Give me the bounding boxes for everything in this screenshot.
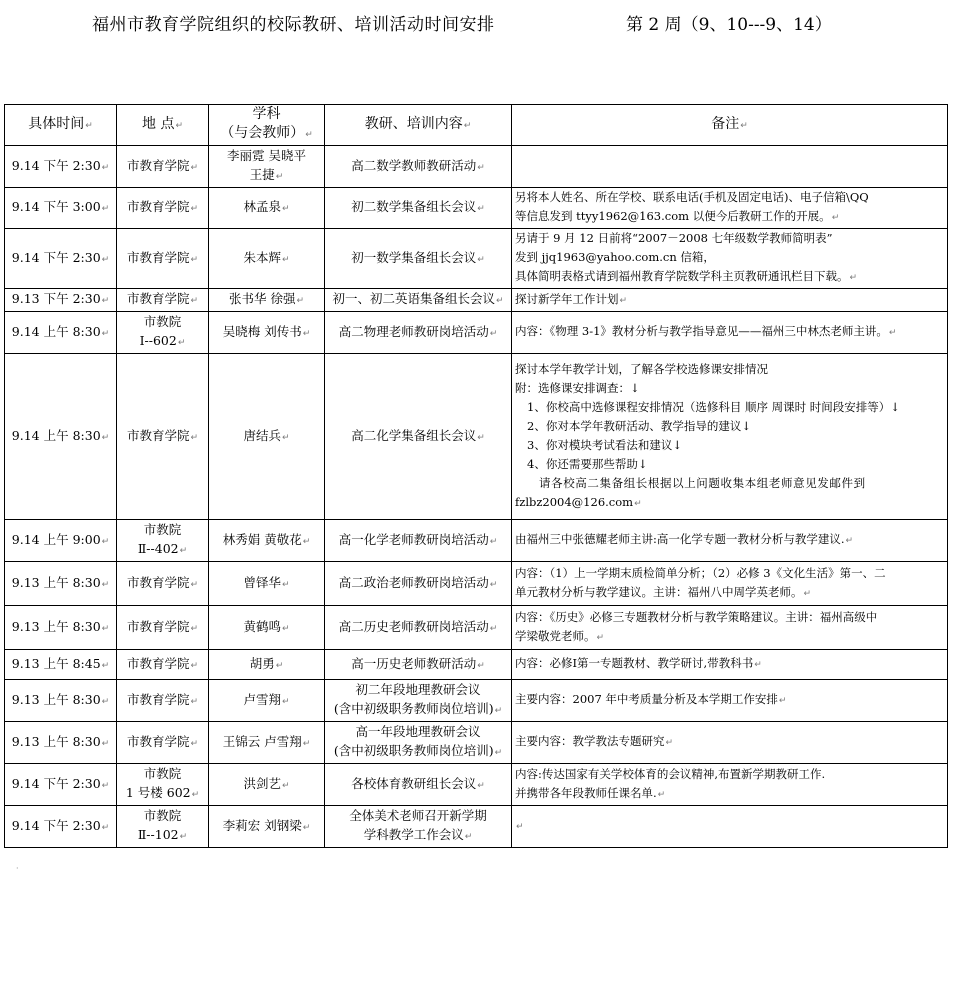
cell-teachers: 朱本辉↵	[209, 229, 325, 289]
table-row	[5, 806, 948, 848]
cell-text: 9.13 上午 8:30	[11, 691, 101, 707]
cell-time: 9.14 上午 8:30↵	[5, 354, 117, 520]
cell-notes: 内容：（1）上一学期末质检简单分析；（2）必修 3《文化生活》第一、二 单元教材分析与教学建议。主讲：福州八中周学英老师。↵	[512, 562, 948, 606]
cell-text: 市教育学院	[126, 291, 190, 306]
cell-text: 内容：《历史》必修三专题教材分析与教学策略建议。主讲：福州高级中	[515, 609, 878, 624]
table-row	[5, 764, 948, 806]
cell-text: 9.14 下午 3:00	[11, 199, 101, 214]
cell-time: 9.13 上午 8:30↵	[5, 606, 117, 650]
cell-text: 9.14 下午 2:30	[11, 817, 101, 833]
cell-time: 9.13 上午 8:30↵	[5, 562, 117, 606]
cell-text: 9.13 上午 8:30	[11, 733, 101, 749]
cell-time: 9.13 上午 8:30↵	[5, 722, 117, 764]
header-place: 地 点↵	[117, 105, 209, 146]
header-content: 教研、培训内容↵	[325, 105, 512, 146]
cell-time: 9.14 上午 8:30↵	[5, 312, 117, 354]
cell-text: 高一历史老师教研活动	[351, 655, 477, 671]
cell-text: 3、你对模块考试看法和建议↓	[527, 437, 682, 452]
cell-text: 初二数学集备组长会议	[351, 199, 477, 214]
cell-text: 并携带各年段教师任课名单.	[515, 785, 657, 800]
cell-text: 1、你校高中选修课程安排情况（选修科目 顺序 周课时 时间段安排等）↓	[527, 399, 900, 414]
cell-content: 各校体育教研组长会议↵	[325, 764, 512, 806]
cell-text: 高一化学老师教研岗培活动	[338, 531, 489, 547]
cell-content: 高二化学集备组长会议↵	[325, 354, 512, 520]
header-time: 具体时间↵	[5, 105, 117, 146]
schedule-body	[5, 146, 948, 848]
cell-text: 内容：必修Ⅰ第一专题教材、教学研讨,带教科书	[515, 656, 754, 670]
cell-notes: 由福州三中张德耀老师主讲:高一化学专题一教材分析与教学建议.↵	[512, 520, 948, 562]
cell-text: 市教育学院	[126, 199, 190, 214]
table-row	[5, 520, 948, 562]
cell-text: 高二物理老师教研岗培活动	[338, 323, 489, 339]
cell-notes: 另将本人姓名、所在学校、联系电话(手机及固定电话)、电子信箱\QQ 等信息发到 ttyy1962@163.com 以便今后教研工作的开展。↵	[512, 188, 948, 229]
schedule-table	[4, 104, 948, 848]
cell-content: 高一化学老师教研岗培活动↵	[325, 520, 512, 562]
cell-notes: 内容：《物理 3-1》教材分析与教学指导意见——福州三中林杰老师主讲。↵	[512, 312, 948, 354]
cell-text: 2、你对本学年教研活动、教学指导的建议↓	[527, 418, 751, 433]
cell-teachers: 李莉宏 刘钢梁↵	[209, 806, 325, 848]
cell-text: 张书华 徐强	[228, 291, 296, 306]
cell-text: Ⅱ--102	[137, 827, 179, 842]
cell-text: 9.14 下午 2:30	[11, 775, 101, 791]
cell-text: 9.13 上午 8:30	[11, 618, 101, 634]
cell-text: 林秀娟 黄敬花	[222, 531, 302, 547]
week-label: 第 2 周（9、10---9、14）	[626, 15, 832, 35]
cell-place: 市教育学院↵	[117, 289, 209, 312]
cell-text: 9.14 下午 2:30	[11, 249, 101, 265]
cell-text: 市教院	[143, 766, 182, 781]
cell-text: 具体简明表格式请到福州教育学院数学科主页教研通讯栏目下载。	[515, 269, 849, 283]
cell-content: 高二政治老师教研岗培活动↵	[325, 562, 512, 606]
cell-time: 9.13 下午 2:30↵	[5, 289, 117, 312]
cell-teachers: 曾铎华↵	[209, 562, 325, 606]
cell-text: 李莉宏 刘钢梁	[222, 817, 302, 833]
cell-text: 内容：《物理 3-1》教材分析与教学指导意见——福州三中林杰老师主讲。	[515, 324, 888, 338]
cell-notes: 内容:传达国家有关学校体育的会议精神,布置新学期教研工作. 并携带各年段教师任课名单.↵	[512, 764, 948, 806]
cell-text: 9.13 下午 2:30	[11, 291, 101, 306]
table-row	[5, 650, 948, 680]
cell-place: 市教育学院↵	[117, 606, 209, 650]
cell-text: 李丽霓 吴晓平	[227, 148, 306, 163]
cell-teachers: 吴晓梅 刘传书↵	[209, 312, 325, 354]
cell-place: 市教育学院↵	[117, 562, 209, 606]
cell-place: 市教育学院↵	[117, 146, 209, 188]
cell-notes: 内容：《历史》必修三专题教材分析与教学策略建议。主讲：福州高级中 学梁敬党老师。↵	[512, 606, 948, 650]
cell-content: 初一数学集备组长会议↵	[325, 229, 512, 289]
cell-place: 市教育学院↵	[117, 229, 209, 289]
cell-content: 初二年段地理教研会议 (含中初级职务教师岗位培训)↵	[325, 680, 512, 722]
cell-text: 等信息发到 ttyy1962@163.com 以便今后教研工作的开展。	[515, 209, 831, 223]
document-title: 福州市教育学院组织的校际教研、培训活动时间安排	[92, 15, 495, 35]
cell-content: 初二数学集备组长会议↵	[325, 188, 512, 229]
cell-notes: 另请于 9 月 12 日前将“2007－2008 七年级数学教师简明表” 发到 jjq1963@yahoo.com.cn 信箱， 具体简明表格式请到福州教育学院数学科主页教研通讯栏目下载。↵	[512, 229, 948, 289]
cell-teachers: 洪剑艺↵	[209, 764, 325, 806]
table-row	[5, 188, 948, 229]
cell-text: 高二历史老师教研岗培活动	[338, 618, 489, 634]
cell-text: 王捷	[249, 167, 275, 182]
cell-text: 另将本人姓名、所在学校、联系电话(手机及固定电话)、电子信箱\QQ	[515, 190, 869, 204]
header-subject: 学科 （与会教师）↵	[209, 105, 325, 146]
cell-place: 市教院 1 号楼 602↵	[117, 764, 209, 806]
cell-content: 全体美术老师召开新学期 学科教学工作会议↵	[325, 806, 512, 848]
cell-text: 胡勇	[249, 655, 275, 671]
cell-text: 高二政治老师教研岗培活动	[338, 574, 489, 590]
table-row	[5, 146, 948, 188]
cell-teachers: 黄鹤鸣↵	[209, 606, 325, 650]
cell-text: 洪剑艺	[243, 775, 281, 791]
cell-time: 9.14 下午 2:30↵	[5, 806, 117, 848]
table-row	[5, 722, 948, 764]
cell-text: 王锦云 卢雪翔	[222, 733, 302, 749]
cell-text: 附：选修课安排调查：↓	[515, 380, 640, 395]
cell-text: 初一数学集备组长会议	[351, 249, 477, 265]
cell-text: 高一年段地理教研会议	[355, 724, 481, 739]
cell-text: 曾铎华	[243, 574, 281, 590]
cell-text: 高二化学集备组长会议	[351, 427, 477, 443]
cell-text: 探讨本学年教学计划，了解各学校选修课安排情况	[515, 361, 768, 376]
cell-text: 内容：（1）上一学期末质检简单分析；（2）必修 3《文化生活》第一、二	[515, 565, 886, 580]
cell-text: 市教育学院	[126, 733, 190, 749]
cell-text: 9.13 上午 8:45	[11, 655, 101, 671]
cell-text: 发到 jjq1963@yahoo.com.cn 信箱，	[515, 250, 715, 264]
cell-text: 市教育学院	[126, 157, 190, 173]
cell-content: 高二数学教师教研活动↵	[325, 146, 512, 188]
cell-text: 朱本辉	[243, 249, 281, 265]
page-corner-mark: ·	[16, 864, 19, 873]
cell-text: Ⅰ--602	[139, 333, 177, 348]
cell-notes: 探讨新学年工作计划↵	[512, 289, 948, 312]
cell-place: 市教育学院↵	[117, 650, 209, 680]
cell-text: 唐结兵	[243, 427, 281, 443]
cell-place: 市教院 Ⅰ--602↵	[117, 312, 209, 354]
cell-text: 9.14 上午 9:00	[11, 531, 101, 547]
cell-place: 市教育学院↵	[117, 354, 209, 520]
cell-text: fzlbz2004@126.com	[515, 494, 634, 509]
table-row	[5, 562, 948, 606]
cell-notes: 内容：必修Ⅰ第一专题教材、教学研讨,带教科书↵	[512, 650, 948, 680]
cell-time: 9.13 上午 8:30↵	[5, 680, 117, 722]
cell-text: Ⅱ--402	[137, 541, 179, 556]
cell-content: 初一、初二英语集备组长会议↵	[325, 289, 512, 312]
cell-notes	[512, 146, 948, 188]
cell-text: 内容:传达国家有关学校体育的会议精神,布置新学期教研工作.	[515, 766, 826, 781]
header-notes: 备注↵	[512, 105, 948, 146]
cell-teachers: 胡勇↵	[209, 650, 325, 680]
cell-place: 市教育学院↵	[117, 722, 209, 764]
cell-text: 全体美术老师召开新学期	[349, 808, 487, 823]
table-header-row	[5, 105, 948, 146]
cell-teachers: 林孟泉↵	[209, 188, 325, 229]
table-row	[5, 680, 948, 722]
cell-teachers: 唐结兵↵	[209, 354, 325, 520]
cell-text: 学梁敬党老师。	[515, 628, 596, 643]
cell-text: 市教院	[143, 808, 182, 823]
cell-text: 初二年段地理教研会议	[355, 682, 481, 697]
cell-teachers: 林秀娟 黄敬花↵	[209, 520, 325, 562]
cell-text: 市教院	[143, 522, 182, 537]
cell-teachers: 王锦云 卢雪翔↵	[209, 722, 325, 764]
cell-content: 高二物理老师教研岗培活动↵	[325, 312, 512, 354]
cell-place: 市教院 Ⅱ--102↵	[117, 806, 209, 848]
cell-text: 市教育学院	[126, 618, 190, 634]
cell-notes: 探讨本学年教学计划，了解各学校选修课安排情况 附：选修课安排调查：↓ 1、你校高中选修课程安排情况（选修科目 顺序 周课时 时间段安排等）↓ 2、你对本学年教研活动、教学指导的建议↓ 3、你对模块考试看法和建议↓ 4、你还需要那些帮助↓ 请各校高二集备组长根据以上问题收集本组老师意见发邮件到 fzlbz2004@126.com↵	[512, 354, 948, 520]
cell-text: (含中初级职务教师岗位培训)	[333, 743, 494, 758]
table-row	[5, 354, 948, 520]
cell-text: 探讨新学年工作计划	[515, 291, 619, 306]
cell-time: 9.14 下午 3:00↵	[5, 188, 117, 229]
cell-text: 单元教材分析与教学建议。主讲：福州八中周学英老师。	[515, 584, 803, 599]
cell-time: 9.14 下午 2:30↵	[5, 146, 117, 188]
table-row	[5, 606, 948, 650]
cell-content: 高二历史老师教研岗培活动↵	[325, 606, 512, 650]
cell-time: 9.13 上午 8:45↵	[5, 650, 117, 680]
table-row	[5, 229, 948, 289]
cell-text: 学科教学工作会议	[363, 827, 464, 842]
cell-place: 市教院 Ⅱ--402↵	[117, 520, 209, 562]
cell-time: 9.14 下午 2:30↵	[5, 229, 117, 289]
cell-teachers: 李丽霓 吴晓平 王捷↵	[209, 146, 325, 188]
cell-text: 市教育学院	[126, 655, 190, 671]
cell-text: 主要内容：2007 年中考质量分析及本学期工作安排	[515, 692, 778, 706]
cell-text: 4、你还需要那些帮助↓	[527, 456, 648, 471]
cell-text: 9.14 上午 8:30	[11, 427, 101, 443]
cell-notes: ↵	[512, 806, 948, 848]
cell-content: 高一历史老师教研活动↵	[325, 650, 512, 680]
cell-text: 市教育学院	[126, 427, 190, 443]
cell-text: 林孟泉	[243, 199, 281, 214]
cell-text: 9.13 上午 8:30	[11, 574, 101, 590]
cell-time: 9.14 上午 9:00↵	[5, 520, 117, 562]
cell-teachers: 卢雪翔↵	[209, 680, 325, 722]
cell-text: (含中初级职务教师岗位培训)	[333, 701, 494, 716]
cell-text: 9.14 下午 2:30	[11, 157, 101, 173]
table-row	[5, 289, 948, 312]
cell-notes: 主要内容：教学教法专题研究↵	[512, 722, 948, 764]
cell-notes: 主要内容：2007 年中考质量分析及本学期工作安排↵	[512, 680, 948, 722]
page-title	[0, 6, 962, 38]
cell-text: 9.14 上午 8:30	[11, 323, 101, 339]
cell-text: 市教育学院	[126, 249, 190, 265]
cell-teachers: 张书华 徐强↵	[209, 289, 325, 312]
cell-text: 由福州三中张德耀老师主讲:高一化学专题一教材分析与教学建议.	[515, 532, 845, 546]
cell-text: 市教院	[143, 314, 182, 329]
cell-text: 主要内容：教学教法专题研究	[515, 734, 665, 748]
cell-content: 高一年段地理教研会议 (含中初级职务教师岗位培训)↵	[325, 722, 512, 764]
cell-place: 市教育学院↵	[117, 680, 209, 722]
cell-text: 高二数学教师教研活动	[351, 157, 477, 173]
cell-text: 市教育学院	[126, 574, 190, 590]
cell-text: 请各校高二集备组长根据以上问题收集本组老师意见发邮件到	[539, 475, 866, 490]
cell-text: 初一、初二英语集备组长会议	[332, 291, 495, 306]
cell-time: 9.14 下午 2:30↵	[5, 764, 117, 806]
cell-text: 黄鹤鸣	[243, 618, 281, 634]
cell-text: 各校体育教研组长会议	[351, 775, 477, 791]
cell-text: 1 号楼 602	[125, 785, 191, 800]
cell-text: 市教育学院	[126, 691, 190, 707]
cell-text: 另请于 9 月 12 日前将“2007－2008 七年级数学教师简明表”	[515, 231, 833, 245]
cell-text: 吴晓梅 刘传书	[222, 323, 302, 339]
cell-text: 卢雪翔	[243, 691, 281, 707]
cell-place: 市教育学院↵	[117, 188, 209, 229]
table-row	[5, 312, 948, 354]
